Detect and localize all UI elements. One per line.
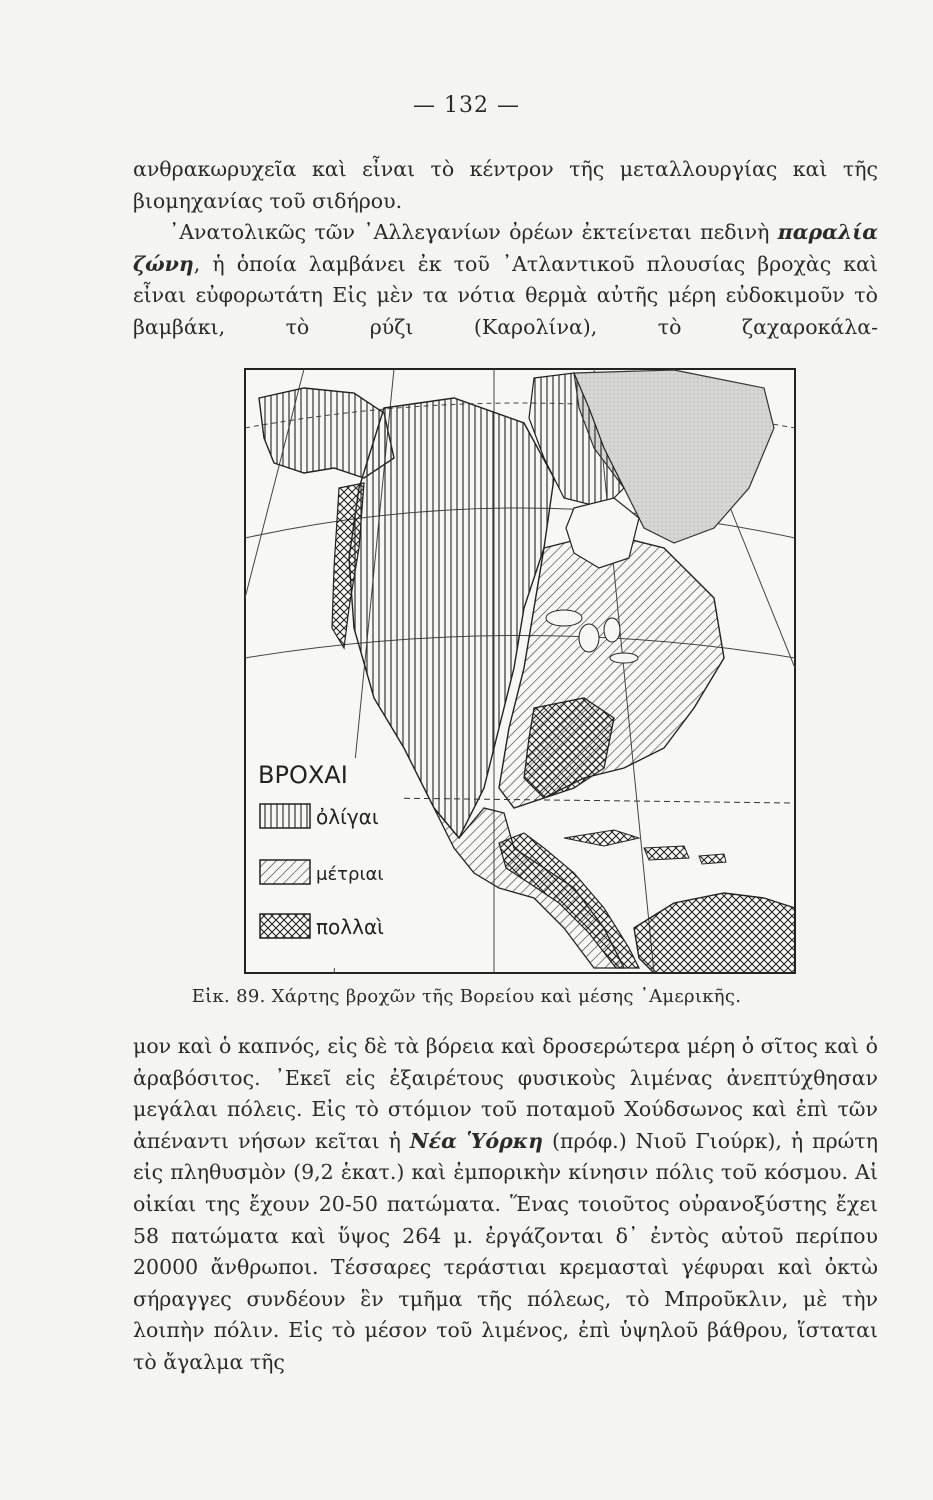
paragraph-2-part-2: , ἡ ὁποία λαμβάνει ἐκ τοῦ ᾿Ατλαντικοῦ πλουσίας βροχὰς καὶ εἶναι εὐφορωτάτη Εἰς μὲν τα νότια θερμὰ αὐτῆς μέρη εὐδοκιμοῦν τὸ βαμβάκι, τὸ ρύζι (Καρολίνα), τὸ ζαχαροκάλα- xyxy=(133,251,878,339)
paragraph-3-part-1: μον καὶ ὁ καπνός, εἰς δὲ τὰ βόρεια καὶ δροσερώτερα μέρη ὁ σῖτος καὶ ὁ ἀραβόσιτος. ᾿Εκεῖ εἰς ἐξαιρέτους φυσικοὺς λιμένας ἀνεπτύχθησαν μεγάλαι πόλεις. Εἰς τὸ στόμιον τοῦ ποταμοῦ Χούδσωνος καὶ ἐπὶ τῶν ἀπέναντι νήσων κεῖται ἡ xyxy=(133,1034,878,1153)
figure-caption: Εἰκ. 89. Χάρτης βροχῶν τῆς Βορείου καὶ μέσης ᾿Αμερικῆς. xyxy=(191,986,742,1007)
paragraph-2-part-1: ᾿Ανατολικῶς τῶν ᾿Αλλεγανίων ὀρέων ἐκτείνεται πεδινὴ xyxy=(169,220,778,245)
paragraph-2 xyxy=(133,217,878,343)
legend-label-moderate: μέτριαι xyxy=(316,864,384,885)
legend-label-light: ὀλίγαι xyxy=(316,805,379,829)
page-number: — 132 — xyxy=(413,93,520,118)
paragraph-1: ανθρακωρυχεῖα καὶ εἶναι τὸ κέντρον τῆς μεταλλουργίας καὶ τῆς βιομηχανίας τοῦ σιδήρου. xyxy=(133,157,878,213)
rainfall-map xyxy=(244,368,796,974)
legend-title: ΒΡΟΧΑΙ xyxy=(258,761,348,789)
paragraph-2-emphasis: παραλία ζώνη xyxy=(133,220,878,276)
paragraph-3 xyxy=(133,1031,878,1379)
legend-swatch-light xyxy=(260,804,310,828)
legend-swatch-moderate xyxy=(260,860,310,884)
paragraph-3-part-2: (πρόφ.) Νιοῦ Γιούρκ), ἡ πρώτη εἰς πληθυσμὸν (9,2 ἑκατ.) καὶ ἐμπορικὴν κίνησιν πόλις τοῦ κόσμου. Αἱ οἰκίαι της ἔχουν 20-50 πατώματα. Ἕνας τοιοῦτος οὐρανοξύστης ἔχει 58 πατώματα καὶ ὕψος 264 μ. ἐργάζονται δ᾿ ἐντὸς αὐτοῦ περίπου 20000 ἄνθρωποι. Τέσσαρες τεράστιαι κρεμασταὶ γέφυραι καὶ ὀκτὼ σήραγγες συνδέουν ἓν τμῆμα τῆς πόλεως, τὸ Μπροῦκλιν, μὲ τὴν λοιπὴν πόλιν. Εἰς τὸ μέσον τοῦ λιμένος, ἐπὶ ὑψηλοῦ βάθρου, ἵσταται τὸ ἄγαλμα τῆς xyxy=(133,1128,879,1374)
paragraph-3-emphasis: Νέα Ὑόρκη xyxy=(409,1128,543,1153)
text-block-bottom xyxy=(133,1031,878,1379)
map-legend xyxy=(250,758,400,968)
text-block-top xyxy=(133,154,878,344)
legend-label-heavy: πολλαὶ xyxy=(316,915,384,939)
legend-swatch-heavy xyxy=(260,914,310,938)
